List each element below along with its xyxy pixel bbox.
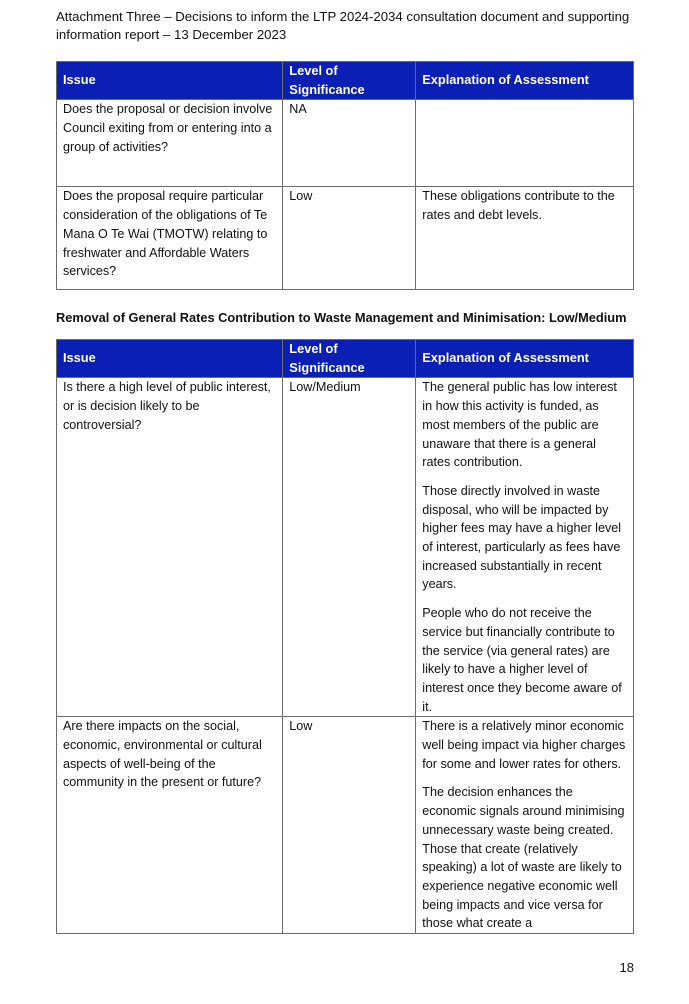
issue-cell: Is there a high level of public interest, or is decision likely to be controversial? xyxy=(57,378,283,717)
page-header xyxy=(56,8,656,44)
explanation-cell xyxy=(416,717,634,934)
issue-cell: Are there impacts on the social, economic, environmental or cultural aspects of well-being of the community in the present or future? xyxy=(57,717,283,934)
header-line-1: Attachment Three – Decisions to inform the LTP 2024-2034 consultation document and supporting xyxy=(56,9,630,24)
header-line-2: information report – 13 December 2023 xyxy=(56,27,287,42)
column-header-level: Level of Significance xyxy=(283,62,416,100)
level-cell: Low/Medium xyxy=(283,378,416,717)
column-header-explanation: Explanation of Assessment xyxy=(416,62,634,100)
column-header-explanation: Explanation of Assessment xyxy=(416,340,634,378)
table-header-row xyxy=(57,340,634,378)
table-row xyxy=(57,100,634,187)
column-header-issue: Issue xyxy=(57,62,283,100)
section-heading: Removal of General Rates Contribution to Waste Management and Minimisation: Low/Medium xyxy=(56,310,627,325)
explanation-paragraph: The general public has low interest in how this activity is funded, as most members of the public are unaware that there is a general rates contribution. xyxy=(422,380,617,470)
significance-table-2 xyxy=(56,339,634,934)
table-row xyxy=(57,187,634,290)
explanation-cell xyxy=(416,378,634,717)
explanation-paragraph: There is a relatively minor economic well being impact via higher charges for some and lower rates for others. xyxy=(422,719,626,771)
explanation-paragraph: People who do not receive the service but financially contribute to the service (via general rates) are likely to have a higher level of interest once they become aware of it. xyxy=(422,606,622,714)
level-cell: NA xyxy=(283,100,416,187)
explanation-paragraph: Those directly involved in waste disposal, who will be impacted by higher fees may have a higher level of interest, particularly as fees have increased substantially in recent years. xyxy=(422,483,622,592)
explanation-paragraph: The decision enhances the economic signals around minimising unnecessary waste being created. Those that create (relatively speaking) a lot of waste are likely to experience negative economic well being impacts and vice versa for those what create a xyxy=(422,785,625,931)
explanation-cell xyxy=(416,100,634,187)
issue-cell: Does the proposal or decision involve Council exiting from or entering into a group of activities? xyxy=(57,100,283,187)
column-header-level: Level of Significance xyxy=(283,340,416,378)
significance-table-1 xyxy=(56,61,634,290)
issue-cell: Does the proposal require particular consideration of the obligations of Te Mana O Te Wai (TMOTW) relating to freshwater and Affordable Waters services? xyxy=(57,187,283,290)
column-header-issue: Issue xyxy=(57,340,283,378)
explanation-cell: These obligations contribute to the rates and debt levels. xyxy=(416,187,634,290)
level-cell: Low xyxy=(283,717,416,934)
level-cell: Low xyxy=(283,187,416,290)
table-header-row xyxy=(57,62,634,100)
table-row xyxy=(57,378,634,717)
table-row xyxy=(57,717,634,934)
page-number: 18 xyxy=(619,960,634,975)
